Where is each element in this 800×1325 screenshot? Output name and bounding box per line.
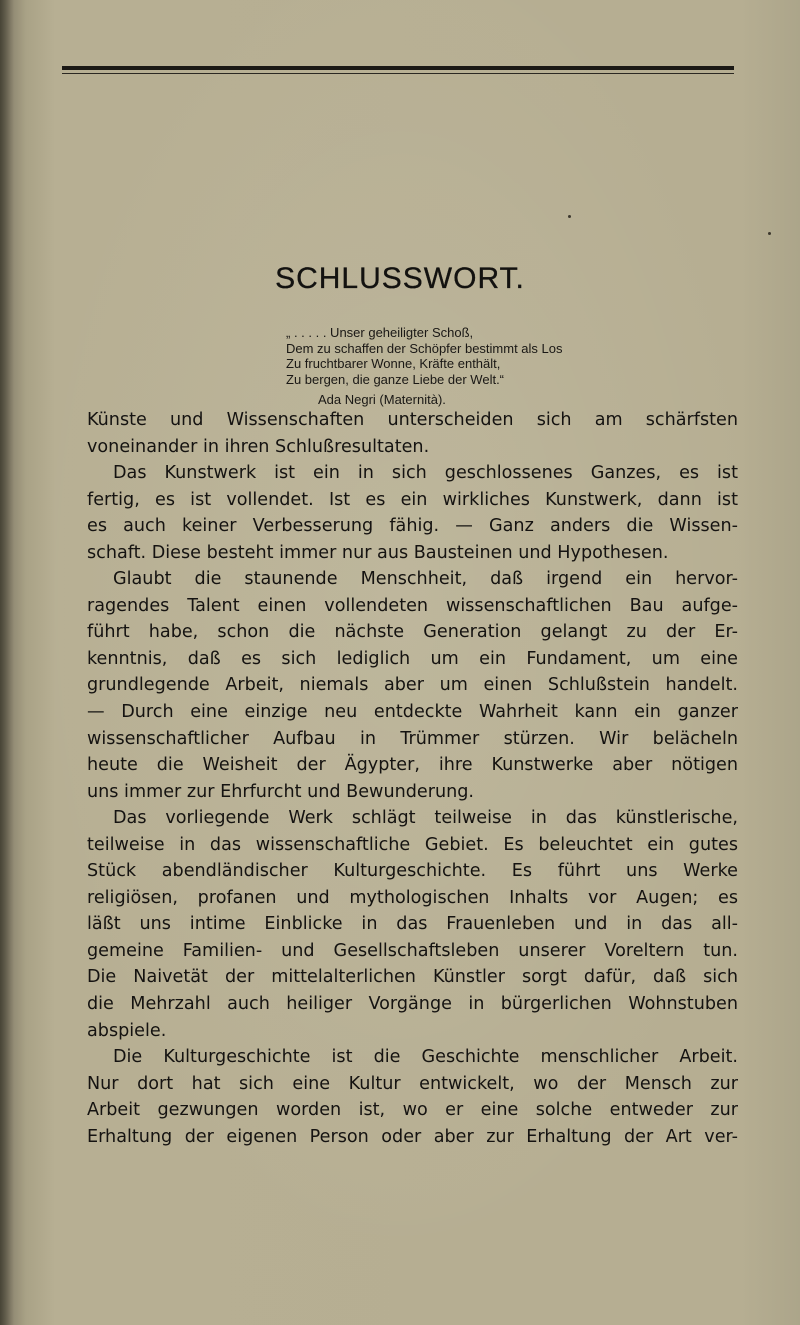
epigraph-line: Zu fruchtbarer Wonne, Kräfte enthält, [286,356,501,371]
chapter-heading: SCHLUSSWORT. [275,262,525,295]
body-line: Arbeit gezwungen worden ist, wo er eine solche entweder zur [87,1100,738,1121]
header-rule-thick [62,66,734,70]
body-line: Das vorliegende Werk schlägt teilweise in das künstlerische, [113,808,738,829]
body-line: — Durch eine einzige neu entdeckte Wahrheit kann ein ganzer [87,702,738,723]
body-line: Nur dort hat sich eine Kultur entwickelt, wo der Mensch zur [87,1073,738,1094]
body-line: religiösen, profanen und mythologischen Inhalts vor Augen; es [87,887,738,908]
paper-speck [768,232,771,235]
body-line: abspiele. [87,1020,167,1041]
body-line: es auch keiner Verbesserung fähig. — Ganz anders die Wissen- [87,516,738,537]
epigraph-attribution: Ada Negri (Maternità). [318,392,446,407]
epigraph-line: Dem zu schaffen der Schöpfer bestimmt als Los [286,340,563,356]
body-line: läßt uns intime Einblicke in das Frauenleben und in das all- [87,914,738,935]
page-gutter-shadow [0,0,14,1325]
body-line: die Mehrzahl auch heiliger Vorgänge in bürgerlichen Wohnstuben [87,994,738,1015]
body-text [87,407,738,1150]
header-rule-thin [62,73,734,74]
body-line: schaft. Diese besteht immer nur aus Bausteinen und Hypothesen. [87,542,669,563]
body-line: gemeine Familien- und Gesellschaftsleben unserer Voreltern tun. [87,940,738,961]
body-line: Die Naivetät der mittelalterlichen Künstler sorgt dafür, daß sich [87,967,738,988]
body-line: führt habe, schon die nächste Generation gelangt zu der Er- [87,622,738,643]
body-line: ragendes Talent einen vollendeten wissenschaftlichen Bau aufge- [87,595,738,616]
body-line: Stück abendländischer Kulturgeschichte. Es führt uns Werke [87,861,738,882]
body-line: kenntnis, daß es sich lediglich um ein Fundament, um eine [87,648,738,669]
body-line: heute die Weisheit der Ägypter, ihre Kunstwerke aber nötigen [87,755,738,776]
body-line: Erhaltung der eigenen Person oder aber zur Erhaltung der Art ver- [87,1126,738,1147]
paper-speck [568,215,571,218]
body-line: uns immer zur Ehrfurcht und Bewunderung. [87,781,475,802]
body-line: wissenschaftlicher Aufbau in Trümmer stürzen. Wir belächeln [87,728,738,749]
body-line: grundlegende Arbeit, niemals aber um einen Schlußstein handelt. [87,675,738,696]
body-line: fertig, es ist vollendet. Ist es ein wirkliches Kunstwerk, dann ist [87,489,738,510]
epigraph [286,325,746,408]
epigraph-line: Zu bergen, die ganze Liebe der Welt.“ [286,371,505,387]
body-line: voneinander in ihren Schlußresultaten. [87,436,430,457]
epigraph-line: „ . . . . . Unser geheiligter Schoß, [286,325,474,340]
body-line: teilweise in das wissenschaftliche Gebiet. Es beleuchtet ein gutes [87,834,738,855]
body-line: Glaubt die staunende Menschheit, daß irgend ein hervor- [113,569,738,590]
body-line: Künste und Wissenschaften unterscheiden sich am schärfsten [87,410,738,430]
body-line: Das Kunstwerk ist ein in sich geschlossenes Ganzes, es ist [113,463,738,484]
body-line: Die Kulturgeschichte ist die Geschichte menschlicher Arbeit. [113,1047,738,1068]
